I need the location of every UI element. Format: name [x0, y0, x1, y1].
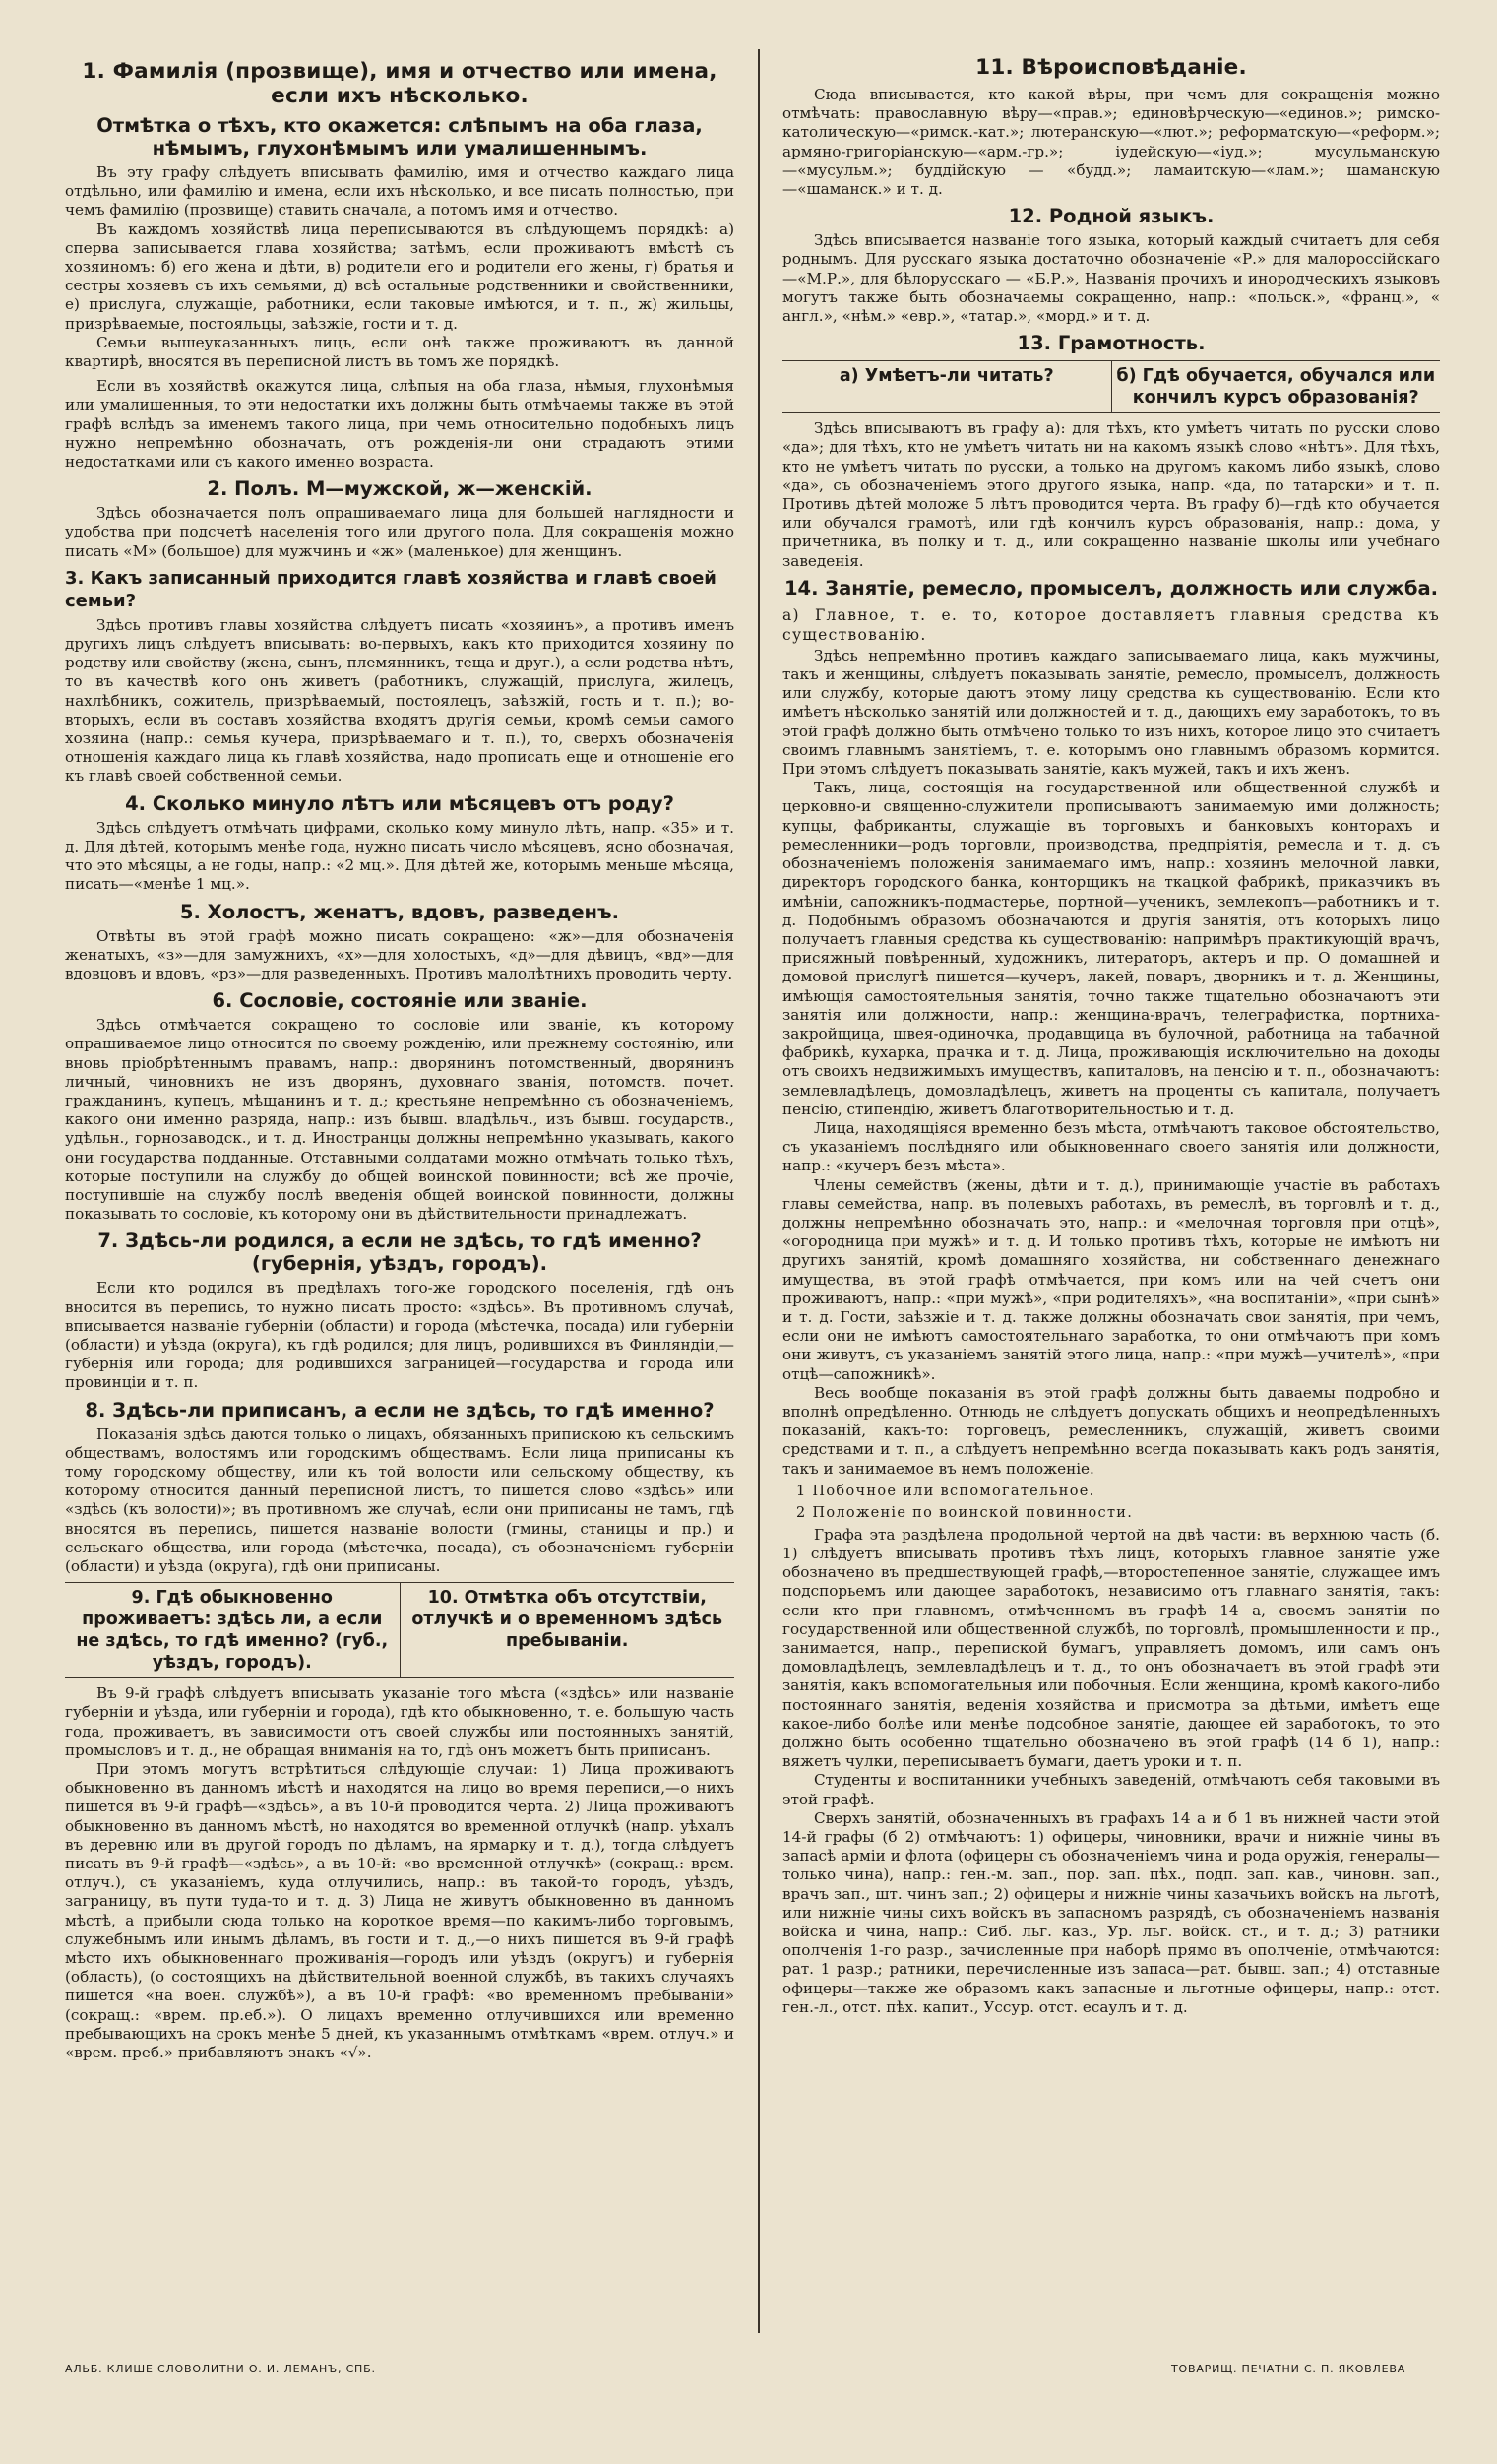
section-8-paragraph: Показанія здѣсь даются только о лицахъ, обязанныхъ припискою къ сельскимъ обществамъ, волостямъ или городскимъ обществамъ. Если лица приписаны къ тому городскому обществу, или къ той волости или сельскому обществу, къ которому относится данный переписной листъ, то пишется слово «здѣсь» или «здѣсь (къ волости)»; въ противномъ же случаѣ, если они приписаны не тамъ, гдѣ вносятся въ перепись, пишется названіе волости (гмины, станицы и пр.) и сельскаго общества, или города (мѣстечка, посада), съ обозначеніемъ губерніи (области) и уѣзда (округа), гдѣ они приписаны.: [65, 1424, 734, 1575]
section-14-paragraph: Такъ, лица, состоящія на государственной или общественной службѣ и церковно-и священно-служители прописываютъ занимаемую ими должность; купцы, фабриканты, служащіе въ торговыхъ и банковыхъ конторахъ и ремесленники—родъ торговли, производства, предпріятія, ремесла и т. д. съ обозначеніемъ положенія занимаемаго имъ, напр.: хозяинъ мелочной лавки, директоръ городского банка, конторщикъ на ткацкой фабрикѣ, приказчикъ въ имѣніи, сапожникъ-подмастерье, портной—ученикъ, землекопъ—работникъ и т. д. Подобнымъ образомъ обозначаются и другія занятія, отъ которыхъ лицо получаетъ главныя средства къ существованію: напримѣръ практикующій врачъ, присяжный повѣренный, художникъ, литераторъ, актеръ и пр. О домашней и домовой прислугѣ пишется—кучеръ, лакей, поваръ, дворникъ и т. д. Женщины, имѣющія самостоятельныя занятія, точно также тщательно обозначаютъ эти занятія или должности, напр.: женщина-врачъ, телеграфистка, портниха-закройщица, швея-одиночка, продавщица въ булочной, работница на табачной фабрикѣ, кухарка, прачка и т. д. Лица, проживающія исключительно на доходы отъ своихъ недвижимыхъ имуществъ, капиталовъ, на пенсію и т. п., обозначаютъ: землевладѣлецъ, домовладѣлецъ, живетъ на проценты съ капитала, получаетъ пенсію, стипендію, живетъ благотворительностью и т. д.: [782, 779, 1440, 1118]
section-14-paragraph: Сверхъ занятій, обозначенныхъ въ графахъ 14 а и б 1 въ нижней части этой 14-й графы (б 2) отмѣчаютъ: 1) офицеры, чиновники, врачи и нижніе чины въ запасѣ арміи и флота (офицеры съ обозначеніемъ чина и рода оружія, генералы—только чина), напр.: ген.-м. зап., пор. зап. пѣх., подп. зап. кав., чиновн. зап., врачъ зап., шт. чинъ зап.; 2) офицеры и нижніе чины казачьихъ войскъ на льготѣ, или нижніе чины сихъ войскъ въ запасномъ разрядѣ, съ обозначеніемъ названія войска и чина, напр.: Сиб. льг. каз., Ур. льг. войск. ст., и т. д.; 3) ратники ополченія 1-го разр., зачисленные при наборѣ прямо въ ополченіе, отмѣчаются: рат. 1 разр.; ратники, перечисленные изъ запаса—рат. бывш. зап.; 4) отставные офицеры—также же образомъ какъ запасные и льготные офицеры, напр.: отст. ген.-л., отст. пѣх. капит., Уссур. отст. есаулъ и т. д.: [782, 1808, 1440, 2016]
section-14b2-title: 2 Положеніе по воинской повинности.: [796, 1504, 1134, 1521]
section-1-title: 1. Фамилія (прозвище), имя и отчество или имена, если ихъ нѣсколько.: [82, 59, 717, 108]
section-5-paragraph: Отвѣты въ этой графѣ можно писать сокращено: «ж»—для обозначенія женатыхъ, «з»—для замужнихъ, «х»—для холостыхъ, «д»—для дѣвицъ, «вд»—для вдовцовъ и вдовъ, «рз»—для разведенныхъ. Противъ малолѣтнихъ проводить черту.: [65, 926, 734, 982]
section-9-10-header: [65, 1582, 734, 1678]
section-14a-title: а) Главное, т. е. то, которое доставляетъ главныя средства къ существованію.: [782, 605, 1440, 644]
section-1-paragraph: Если въ хозяйствѣ окажутся лица, слѣпыя на оба глаза, нѣмыя, глухонѣмыя или умалишенныя, то эти недостатки ихъ должны быть отмѣчаемы также въ этой графѣ вслѣдъ за именемъ такого лица, при чемъ относительно подобныхъ лицъ нужно непремѣнно обозначать, отъ рожденія-ли они страдаютъ этими недостатками или съ какого именно возраста.: [65, 377, 734, 472]
section-1-mark-title: Отмѣтка о тѣхъ, кто окажется: слѣпымъ на оба глаза, нѣмымъ, глухонѣмымъ или умалишеннымъ.: [96, 114, 703, 159]
section-5-title: 5. Холостъ, женатъ, вдовъ, разведенъ.: [179, 900, 620, 923]
section-1-paragraph: Семьи вышеуказанныхъ лицъ, если онѣ также проживаютъ въ данной квартирѣ, вносятся въ переписной листъ въ томъ же порядкѣ.: [65, 333, 734, 371]
column-divider: [758, 49, 760, 2333]
section-1-paragraph: Въ каждомъ хозяйствѣ лица переписываются въ слѣдующемъ порядкѣ: а) сперва записывается глава хозяйства; затѣмъ, если проживаютъ вмѣстѣ съ хозяиномъ: б) его жена и дѣти, в) родители его и родители его жены, г) братья и сестры хозяевъ съ ихъ семьями, д) всѣ остальные родственники и свойственники, е) прислуга, служащіе, работники, если таковые имѣются, и т. п., ж) жильцы, призрѣваемые, постояльцы, заѣзжіе, гости и т. д.: [65, 220, 734, 333]
section-14-title: 14. Занятіе, ремесло, промыселъ, должность или служба.: [783, 576, 1439, 600]
section-9-paragraph: Въ 9-й графѣ слѣдуетъ вписывать указаніе того мѣста («здѣсь» или названіе губерніи и уѣзда, или губерніи и города), гдѣ кто обыкновенно, т. е. большую часть года, проживаетъ, въ зависимости отъ своей службы или постоянныхъ занятій, промысловъ и т. д., не обращая вниманія на то, гдѣ онъ можетъ быть приписанъ.: [65, 1684, 734, 1759]
section-13b-title: б) Гдѣ обучается, обучался или кончилъ курсъ образованія?: [1111, 361, 1441, 412]
left-column: [65, 51, 734, 2335]
section-1-paragraph: Въ эту графу слѣдуетъ вписывать фамилію, имя и отчество каждаго лица отдѣльно, или фамилію и имена, если ихъ нѣсколько, и все писать полностью, при чемъ фамилію (прозвище) ставить сначала, а потомъ имя и отчество.: [65, 163, 734, 220]
section-14-paragraph: Студенты и воспитанники учебныхъ заведеній, отмѣчаютъ себя таковыми въ этой графѣ.: [782, 1771, 1440, 1808]
section-14-paragraph: Лица, находящіяся временно безъ мѣста, отмѣчаютъ таковое обстоятельство, съ указаніемъ послѣдняго или обыкновеннаго своего занятія или должности, напр.: «кучеръ безъ мѣста».: [782, 1118, 1440, 1175]
section-13-title: 13. Грамотность.: [1017, 332, 1206, 355]
right-column: [782, 51, 1440, 2335]
section-2-title: 2. Полъ. М—мужской, ж—женскій.: [207, 477, 593, 501]
section-7-paragraph: Если кто родился въ предѣлахъ того-же городского поселенія, гдѣ онъ вносится въ перепись, то нужно писать просто: «здѣсь». Въ противномъ случаѣ, вписывается названіе губерніи (области) и города (мѣстечка, посада) или губерніи (области) и уѣзда (округа), къ гдѣ родился; для лицъ, родившихся въ Финляндіи,—губернія или города; для родившихся заграницей—государства и города или провинціи и т. п.: [65, 1279, 734, 1392]
section-2-paragraph: Здѣсь обозначается полъ опрашиваемаго лица для большей наглядности и удобства при подсчетѣ населенія того или другого пола. Для сокращенія можно писать «М» (большое) для мужчинъ и «ж» (маленькое) для женщинъ.: [65, 504, 734, 560]
section-10-title: 10. Отмѣтка объ отсутствіи, отлучкѣ и о временномъ здѣсь пребываніи.: [400, 1583, 735, 1677]
section-6-title: 6. Сословіе, состояніе или званіе.: [212, 989, 588, 1013]
section-11-title: 11. Вѣроисповѣданіе.: [975, 55, 1247, 80]
section-4-title: 4. Сколько минуло лѣтъ или мѣсяцевъ отъ роду?: [125, 791, 674, 815]
printer-credit-left: АЛЬБ. КЛИШЕ СЛОВОЛИТНИ О. И. ЛЕМАНЪ, СПБ.: [65, 2363, 376, 2375]
section-12-title: 12. Родной языкъ.: [1008, 205, 1215, 228]
section-13a-title: а) Умѣетъ-ли читать?: [839, 366, 1054, 387]
section-14-paragraph: Здѣсь непремѣнно противъ каждаго записываемаго лица, какъ мужчины, такъ и женщины, слѣдуетъ показывать занятіе, ремесло, промыселъ, должность или службу, которые даютъ этому лицу средства къ существованію. Если кто имѣетъ нѣсколько занятій или должностей и т. д., дающихъ ему заработокъ, то въ этой графѣ должно быть отмѣчено только то изъ нихъ, которое лицо это считаетъ своимъ главнымъ занятіемъ, т. е. которымъ оно главнымъ образомъ кормится. При этомъ слѣдуетъ показывать занятіе, какъ мужей, такъ и ихъ женъ.: [782, 646, 1440, 779]
section-14-paragraph: Графа эта раздѣлена продольной чертой на двѣ части: въ верхнюю часть (б. 1) слѣдуетъ вписывать противъ тѣхъ лицъ, которыхъ главное занятіе уже обозначено въ предшествующей графѣ,—второстепенное занятіе, служащее имъ подспорьемъ или дающее заработокъ, независимо отъ главнаго занятія, такъ: если кто при главномъ, отмѣченномъ въ графѣ 14 а, своемъ занятіи по государственной или общественной службѣ, по торговлѣ, промышленности и пр., занимается, напр., перепиской бумагъ, управляетъ домомъ, или самъ онъ домовладѣлецъ, землевладѣлецъ и т. д., то онъ обозначаетъ въ этой графѣ эти занятія, какъ вспомогательныя или побочныя. Если женщина, кромѣ какого-либо постояннаго занятія, веденія хозяйства и присмотра за дѣтьми, имѣетъ еще какое-либо болѣе или менѣе подсобное занятіе, дающее ей заработокъ, то это должно быть особенно тщательно обозначено въ этой графѣ (14 б 1), напр.: вяжетъ чулки, переписываетъ бумаги, даетъ уроки и т. п.: [782, 1525, 1440, 1771]
section-9-title: 9. Гдѣ обыкновенно проживаетъ: здѣсь ли, а если не здѣсь, то гдѣ именно? (губ., уѣздъ, городъ).: [76, 1588, 389, 1674]
section-14b1-title: 1 Побочное или вспомогательное.: [796, 1483, 1095, 1499]
printer-credit-right: ТОВАРИЩ. ПЕЧАТНИ С. П. ЯКОВЛЕВА: [1171, 2363, 1406, 2375]
section-14-paragraph: Весь вообще показанія въ этой графѣ должны быть даваемы подробно и вполнѣ опредѣленно. Отнюдь не слѣдуетъ допускать общихъ и неопредѣленныхъ показаній, какъ-то: торговецъ, ремесленникъ, служащій, живетъ своими средствами и т. п., а слѣдуетъ непремѣнно всегда показывать какъ родъ занятія, такъ и занимаемое въ немъ положеніе.: [782, 1383, 1440, 1478]
section-7-title: 7. Здѣсь-ли родился, а если не здѣсь, то гдѣ именно? (губернія, уѣздъ, городъ).: [97, 1230, 702, 1276]
section-4-paragraph: Здѣсь слѣдуетъ отмѣчать цифрами, сколько кому минуло лѣтъ, напр. «35» и т. д. Для дѣтей, которымъ менѣе года, нужно писать число мѣсяцевъ, ясно обозначая, что это мѣсяцы, а не годы, напр.: «2 мц.». Для дѣтей же, которымъ меньше мѣсяца, писать—«менѣе 1 мц.».: [65, 818, 734, 894]
section-3-title: 3. Какъ записанный приходится главѣ хозяйства и главѣ своей семьи?: [65, 567, 717, 611]
section-13-paragraph: Здѣсь вписываютъ въ графу а): для тѣхъ, кто умѣетъ читать по русски слово «да»; для тѣхъ, кто не умѣетъ читать ни на какомъ языкѣ слово «нѣтъ». Для тѣхъ, кто не умѣетъ читать по русски, а только на другомъ какомъ либо языкѣ, слово «да», съ обозначеніемъ этого другого языка, напр. «да, по татарски» и т. п. Противъ дѣтей моложе 5 лѣтъ проводится черта. Въ графу б)—гдѣ кто обучается или обучался грамотѣ, или гдѣ кончилъ курсъ образованія, напр.: дома, у причетника, въ полку и т. д., или сокращенно названіе школы или учебнаго заведенія.: [782, 419, 1440, 570]
section-6-paragraph: Здѣсь отмѣчается сокращено то сословіе или званіе, къ которому опрашиваемое лицо относится по своему рожденію, или прежнему состоянію, или вновь пріобрѣтеннымъ правамъ, напр.: дворянинъ потомственный, дворянинъ личный, чиновникъ не изъ дворянъ, духовнаго званія, потомств. почет. гражданинъ, купецъ, мѣщанинъ и т. д.; крестьяне непремѣнно съ обозначеніемъ, какого они именно разряда, напр.: изъ бывш. владѣльч., изъ бывш. государств., удѣльн., горнозаводск., и т. д. Иностранцы должны непремѣнно указывать, какого они государства подданные. Отставными солдатами можно отмѣчать только тѣхъ, которые поступили на службу до общей воинской повинности; всѣ же прочіе, поступившіе на службу послѣ введенія общей воинской повинности, должны показывать то сословіе, къ которому они въ дѣйствительности принадлежатъ.: [65, 1016, 734, 1224]
section-12-paragraph: Здѣсь вписывается названіе того языка, который каждый считаетъ для себя роднымъ. Для русскаго языка достаточно обозначеніе «Р.» для малороссійскаго—«М.Р.», для бѣлорусскаго — «Б.Р.», Названія прочихъ и инородческихъ языковъ могутъ также быть обозначаемы сокращенно, напр.: «польск.», «франц.», « англ.», «нѣм.» «евр.», «татар.», «морд.» и т. д.: [782, 231, 1440, 326]
section-8-title: 8. Здѣсь-ли приписанъ, а если не здѣсь, то гдѣ именно?: [85, 1398, 715, 1422]
section-13-header: [782, 360, 1440, 413]
section-11-paragraph: Сюда вписывается, кто какой вѣры, при чемъ для сокращенія можно отмѣчать: православную вѣру—«прав.»; единовѣрческую—«единов.»; римско-католическую—«римск.-кат.»; лютеранскую—«лют.»; реформатскую—«реформ.»; армяно-григоріанскую—«арм.-гр.»; іудейскую—«іуд.»; мусульманскую—«мусульм.»; буддійскую — «будд.»; ламаитскую—«лам.»; шаманскую—«шаманск.» и т. д.: [782, 86, 1440, 199]
section-9-paragraph: При этомъ могутъ встрѣтиться слѣдующіе случаи: 1) Лица проживаютъ обыкновенно въ данномъ мѣстѣ и находятся на лицо во время переписи,—о нихъ пишется въ 9-й графѣ—«здѣсь», а въ 10-й проводится черта. 2) Лица проживаютъ обыкновенно въ данномъ мѣстѣ, но находятся во временной отлучкѣ (напр. уѣхалъ въ деревню или въ другой городъ по дѣламъ, на ярмарку и т. д.), тогда слѣдуетъ писать въ 9-й графѣ—«здѣсь», а въ 10-й: «во временной отлучкѣ» (сокращ.: врем. отлуч.), съ указаніемъ, куда отлучились, напр.: въ такой-то городъ, уѣздъ, заграницу, въ пути туда-то и т. д. 3) Лица не живутъ обыкновенно въ данномъ мѣстѣ, а прибыли сюда только на короткое время—по какимъ-либо торговымъ, служебнымъ или инымъ дѣламъ, въ гости и т. д.,—о нихъ пишется въ 9-й графѣ мѣсто ихъ обыкновеннаго проживанія—городъ или уѣздъ (округъ) и губернія (область), (о состоящихъ на дѣйствительной военной службѣ, въ такихъ случаяхъ пишется «на воен. службѣ»), а въ 10-й графѣ: «во временномъ пребываніи» (сокращ.: «врем. пр.еб.»). О лицахъ временно отлучившихся или временно пребывающихъ на срокъ менѣе 5 дней, къ указаннымъ отмѣткамъ «врем. отлуч.» и «врем. преб.» прибавляютъ знакъ «√».: [65, 1760, 734, 2062]
section-3-paragraph: Здѣсь противъ главы хозяйства слѣдуетъ писать «хозяинъ», а противъ именъ другихъ лицъ слѣдуетъ вписывать: во-первыхъ, какъ кто приходится хозяину по родству или свойству (жена, сынъ, племянникъ, теща и друг.), а если родства нѣтъ, то въ качествѣ кого онъ живетъ (работникъ, служащій, прислуга, жилецъ, нахлѣбникъ, сожитель, призрѣваемый, постоялецъ, заѣзжій, гость и т. п.); во-вторыхъ, если въ составъ хозяйства входятъ другія семьи, кромѣ семьи самого хозяина (напр.: семья кучера, призрѣваемаго и т. п.), то, сверхъ обозначенія отношенія каждаго лица къ главѣ хозяйства, надо прописать еще и отношеніе его къ главѣ своей собственной семьи.: [65, 615, 734, 786]
section-14-paragraph: Члены семействъ (жены, дѣти и т. д.), принимающіе участіе въ работахъ главы семейства, напр. въ полевыхъ работахъ, въ ремеслѣ, въ торговлѣ и т. д., должны непремѣнно обозначать это, напр.: и «мелочная торговля при отцѣ», «огородница при мужѣ» и т. д. И только противъ тѣхъ, которые не имѣютъ ни другихъ занятій, кромѣ домашняго хозяйства, ни собственнаго денежнаго имущества, въ этой графѣ отмѣчается, при комъ или на чей счетъ они проживаютъ, напр.: «при мужѣ», «при родителяхъ», «на воспитаніи», «при сынѣ» и т. д. Гости, заѣзжіе и т. д. также должны обозначать свои занятія, при чемъ, если они не имѣютъ самостоятельнаго заработка, то они отмѣчаютъ при комъ они живутъ, съ указаніемъ занятій этого лица, напр.: «при мужѣ—учителѣ», «при отцѣ—сапожникѣ».: [782, 1175, 1440, 1383]
